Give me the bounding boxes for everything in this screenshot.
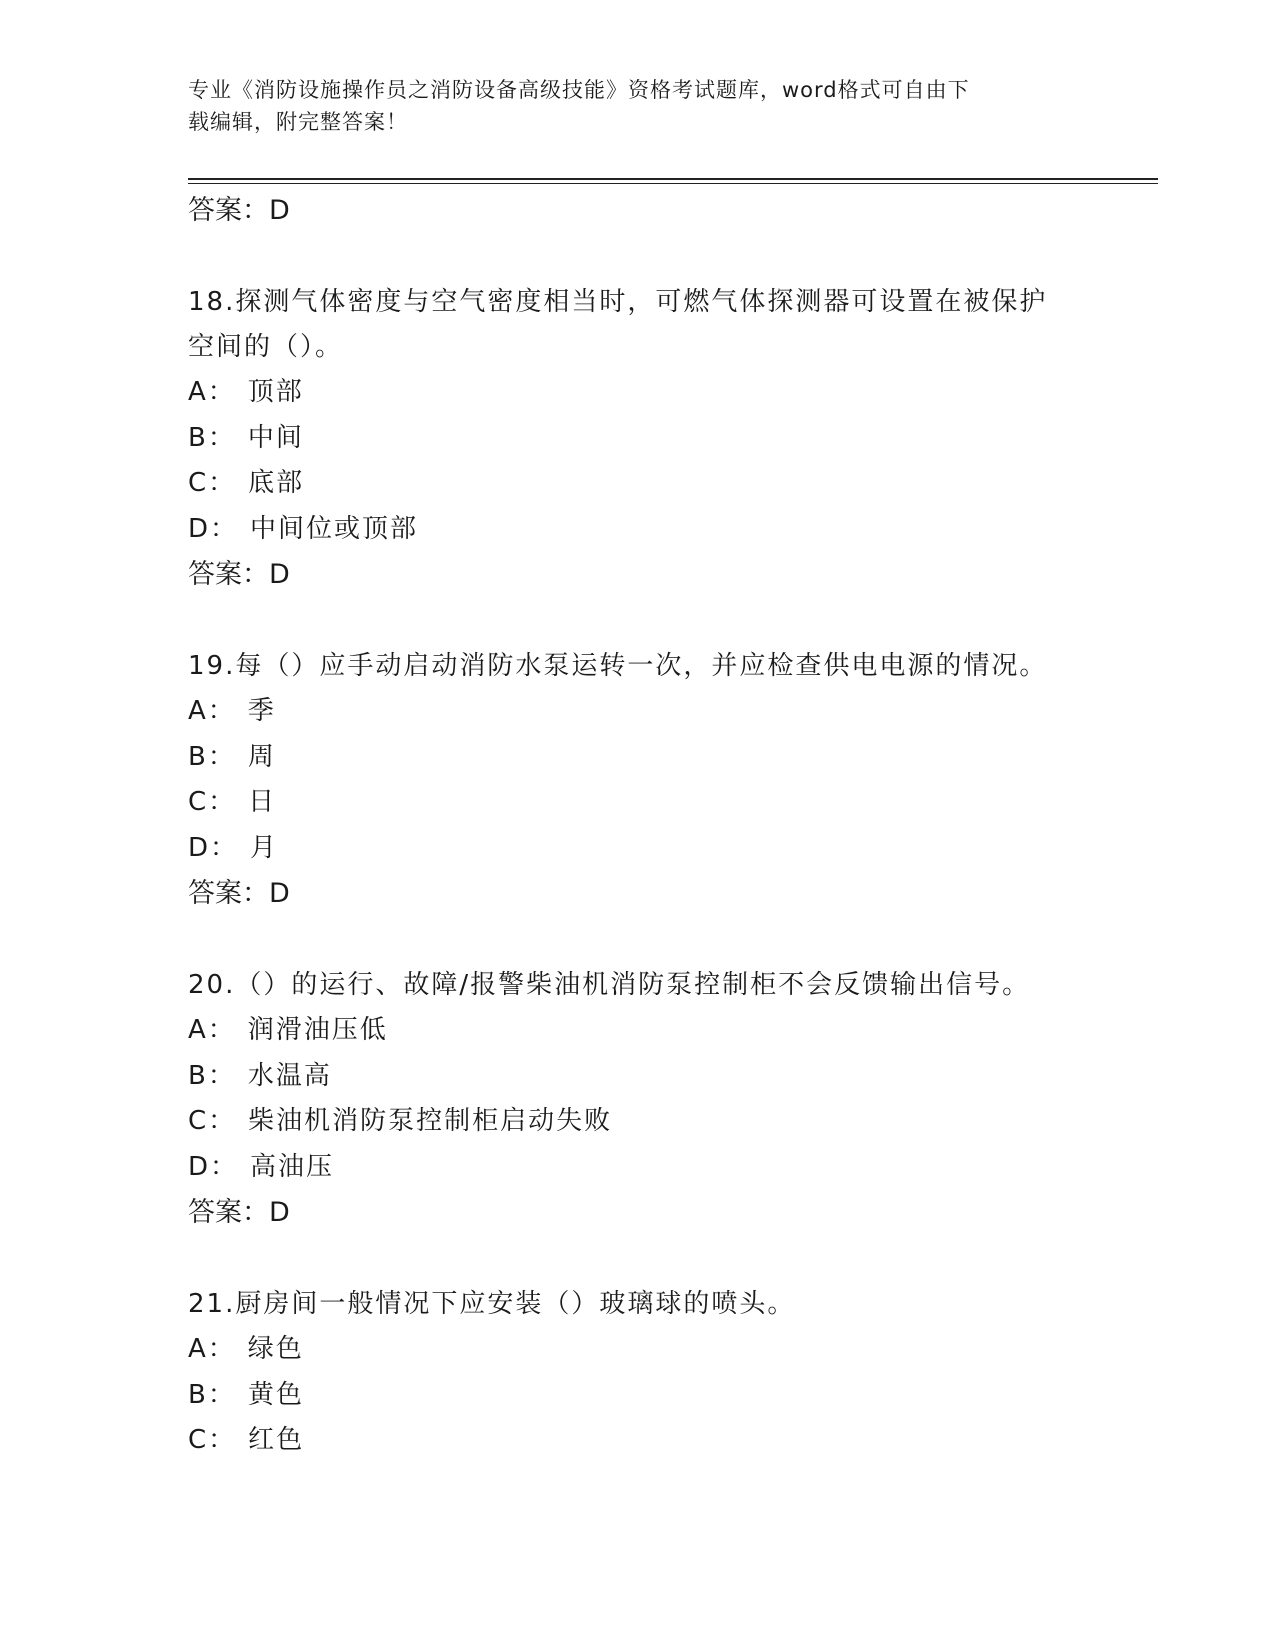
option-text: 周: [247, 741, 276, 772]
answer-line: 答案：D: [188, 195, 290, 226]
answer-line: 答案：D: [188, 878, 290, 909]
option-key: A：: [188, 377, 236, 407]
option-text: 柴油机消防泵控制柜启动失败: [248, 1106, 613, 1136]
option-text: 日: [248, 787, 277, 817]
option-text: 高油压: [250, 1151, 335, 1182]
option-text: 季: [247, 696, 276, 726]
option-key: C：: [188, 787, 237, 817]
option-text: 中间: [247, 422, 304, 453]
option-key: A：: [188, 1334, 236, 1364]
option-key: B：: [188, 1379, 236, 1410]
question-block: [188, 963, 1128, 1236]
option-c: [188, 1418, 1128, 1464]
question-block: [188, 1282, 1128, 1464]
option-text: 顶部: [247, 377, 304, 407]
question-block: [188, 644, 1128, 917]
option-a: [188, 689, 1128, 735]
question-stem-line: 18.探测气体密度与空气密度相当时，可燃气体探测器可设置在被保护: [188, 287, 1048, 317]
option-key: A：: [188, 1015, 236, 1045]
option-a: [188, 1327, 1128, 1373]
option-d: [188, 507, 1128, 553]
option-a: [188, 1008, 1128, 1054]
option-text: 润滑油压低: [247, 1015, 388, 1045]
question-stem-line: 20.（）的运行、故障/报警柴油机消防泵控制柜不会反馈输出信号。: [188, 970, 1031, 1000]
question-stem: [188, 1282, 1088, 1327]
option-text: 月: [250, 832, 279, 863]
option-text: 底部: [248, 468, 305, 498]
question-stem: [188, 280, 1088, 370]
question-stem-line: 19.每（）应手动启动消防水泵运转一次，并应检查供电电源的情况。: [188, 651, 1048, 681]
option-key: D：: [188, 513, 239, 544]
document-header: [188, 74, 1088, 138]
option-key: B：: [188, 741, 236, 772]
option-b: [188, 1373, 1128, 1419]
option-c: [188, 780, 1128, 826]
header-line-1: 专业《消防设施操作员之消防设备高级技能》资格考试题库，word格式可自由下: [188, 78, 970, 102]
option-a: [188, 370, 1128, 416]
question-block: [188, 280, 1128, 598]
header-divider-thick: [188, 178, 1158, 180]
option-key: C：: [188, 468, 237, 498]
option-b: [188, 735, 1128, 781]
header-line-2: 载编辑，附完整答案！: [188, 110, 408, 134]
answer-line: 答案：D: [188, 1197, 290, 1228]
question-stem: [188, 644, 1088, 689]
option-text: 黄色: [247, 1379, 304, 1410]
option-text: 红色: [248, 1425, 305, 1455]
option-key: A：: [188, 696, 236, 726]
answer-line: 答案：D: [188, 559, 290, 590]
option-c: [188, 1099, 1128, 1145]
option-d: [188, 1145, 1128, 1191]
option-key: C：: [188, 1425, 237, 1455]
question-list: [188, 188, 1128, 1464]
option-key: C：: [188, 1106, 237, 1136]
question-stem-line: 21.厨房间一般情况下应安装（）玻璃球的喷头。: [188, 1289, 796, 1319]
header-divider-thin: [188, 183, 1158, 184]
option-key: D：: [188, 1151, 239, 1182]
option-text: 绿色: [247, 1334, 304, 1364]
option-key: B：: [188, 422, 236, 453]
option-key: D：: [188, 832, 239, 863]
option-c: [188, 461, 1128, 507]
question-stem-line: 空间的（）。: [188, 332, 344, 362]
option-text: 中间位或顶部: [250, 513, 419, 544]
question-stem: [188, 963, 1088, 1008]
option-b: [188, 1054, 1128, 1100]
option-d: [188, 826, 1128, 872]
option-key: B：: [188, 1060, 236, 1091]
option-b: [188, 416, 1128, 462]
option-text: 水温高: [247, 1060, 332, 1091]
